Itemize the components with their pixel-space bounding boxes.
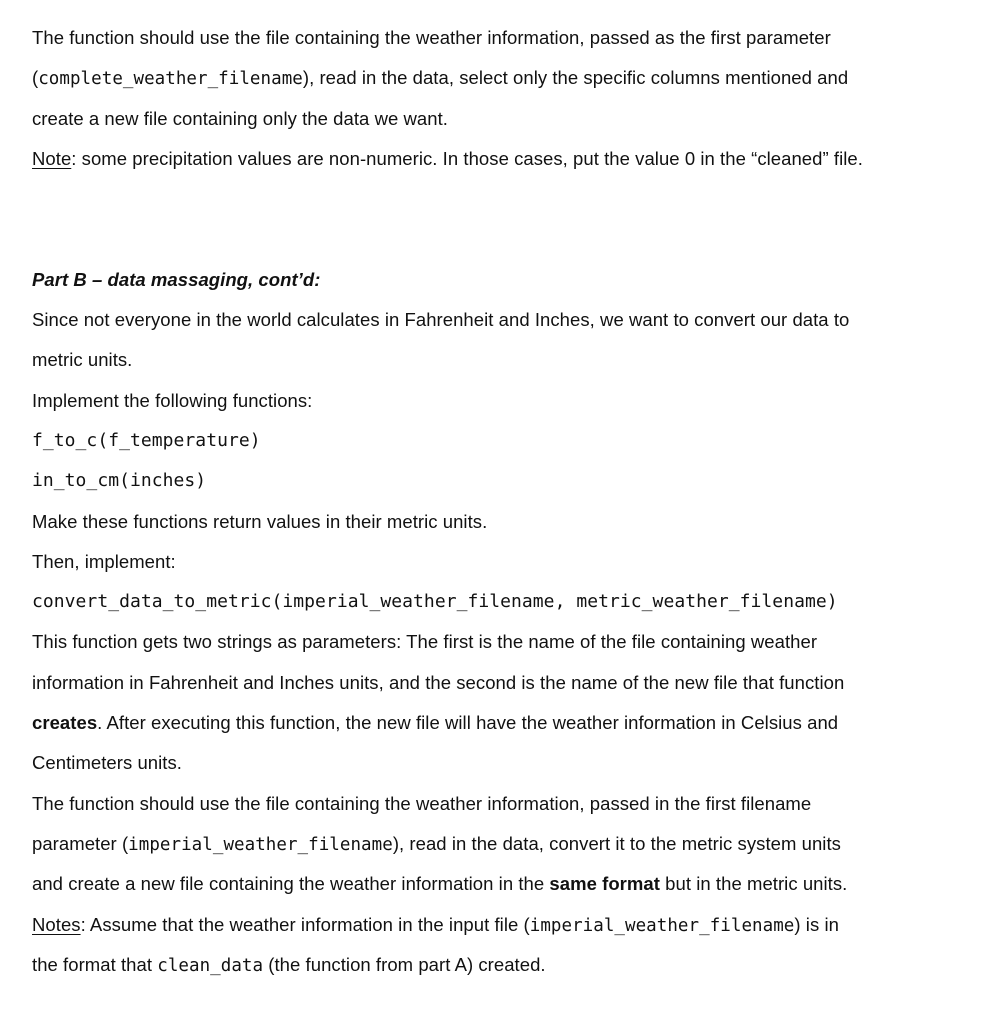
function-signature: in_to_cm(inches) bbox=[32, 470, 207, 492]
note-label: Note bbox=[32, 147, 72, 169]
text: . After executing this function, the new file will have the weather information in Celsius and bbox=[97, 712, 839, 734]
note-line bbox=[32, 139, 962, 179]
text: : Assume that the weather information in the input file ( bbox=[80, 913, 530, 935]
text: information in Fahrenheit and Inches units, and the second is the name of the new file that function bbox=[32, 671, 845, 693]
paragraph-line bbox=[32, 542, 962, 582]
text: (the function from part A) created. bbox=[263, 953, 546, 975]
code-inline: complete_weather_filename bbox=[38, 69, 303, 90]
text: The function should use the file containing the weather information, passed in the first filename bbox=[32, 792, 812, 814]
text: The function should use the file containing the weather information, passed as the first parameter bbox=[32, 27, 831, 48]
paragraph-line bbox=[32, 18, 962, 58]
paragraph-line bbox=[32, 824, 962, 864]
text: ) is in bbox=[794, 913, 839, 935]
paragraph-line bbox=[32, 743, 962, 783]
paragraph-line bbox=[32, 99, 962, 139]
paragraph-line bbox=[32, 381, 962, 421]
paragraph-line bbox=[32, 663, 962, 703]
paragraph-line bbox=[32, 622, 962, 662]
bold-text: creates bbox=[32, 712, 98, 734]
text: Then, implement: bbox=[32, 550, 176, 572]
function-signature: f_to_c(f_temperature) bbox=[32, 429, 261, 451]
text: Make these functions return values in their metric units. bbox=[32, 510, 488, 532]
code-inline: clean_data bbox=[157, 955, 264, 976]
text: ), read in the data, select only the specific columns mentioned and bbox=[302, 67, 849, 89]
code-line bbox=[32, 421, 962, 461]
paragraph-line bbox=[32, 864, 962, 904]
text: ( bbox=[32, 67, 39, 89]
heading-text: Part B – data massaging, cont’d: bbox=[32, 268, 321, 290]
text: the format that bbox=[32, 953, 158, 975]
text: ), read in the data, convert it to the metric system units bbox=[392, 832, 841, 854]
text: metric units. bbox=[32, 349, 133, 371]
paragraph-line bbox=[32, 300, 962, 340]
text: but in the metric units. bbox=[659, 873, 848, 895]
text: This function gets two strings as parameters: The first is the name of the file containing weather bbox=[32, 631, 818, 653]
paragraph-line bbox=[32, 945, 962, 985]
code-inline: imperial_weather_filename bbox=[529, 915, 795, 936]
function-signature: convert_data_to_metric(imperial_weather_filename, metric_weather_filename) bbox=[32, 591, 838, 613]
notes-label: Notes bbox=[32, 913, 81, 935]
spacer bbox=[32, 179, 962, 260]
text: Since not everyone in the world calculates in Fahrenheit and Inches, we want to convert our data to bbox=[32, 309, 850, 331]
code-line bbox=[32, 461, 962, 501]
bold-text: same format bbox=[549, 873, 660, 895]
paragraph-line bbox=[32, 784, 962, 824]
notes-line bbox=[32, 905, 962, 945]
text: create a new file containing only the data we want. bbox=[32, 107, 448, 129]
section-heading bbox=[32, 260, 962, 300]
text: Implement the following functions: bbox=[32, 389, 313, 411]
paragraph-line bbox=[32, 58, 962, 98]
text: and create a new file containing the weather information in the bbox=[32, 873, 550, 895]
document-page bbox=[32, 18, 962, 985]
paragraph-line bbox=[32, 340, 962, 380]
code-inline: imperial_weather_filename bbox=[128, 834, 393, 855]
text: Centimeters units. bbox=[32, 752, 182, 774]
text: : some precipitation values are non-numeric. In those cases, put the value 0 in the “cleaned” file. bbox=[71, 147, 863, 169]
text: parameter ( bbox=[32, 832, 129, 854]
paragraph-line bbox=[32, 502, 962, 542]
paragraph-line bbox=[32, 703, 962, 743]
code-line bbox=[32, 582, 962, 622]
